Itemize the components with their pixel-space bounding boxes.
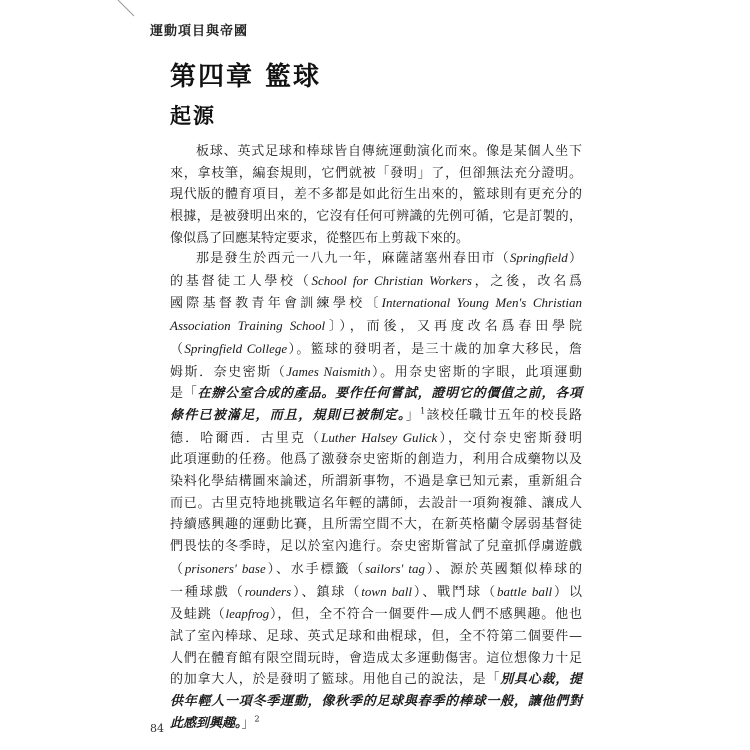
- chapter-title: 第四章 籃球: [170, 62, 322, 92]
- text-line: 來，拿枝筆，編套規則，它們就被「發明」了，但卻無法充分證明。: [170, 165, 582, 181]
- text-line: （prisoners' base）、水手標籤（sailors' tag）、源於英國類似棒球的: [170, 560, 582, 577]
- text-line: 板球、英式足球和棒球皆自傳統運動演化而來。像是某個人坐下: [196, 144, 582, 159]
- text-line: 一種球戲（rounders）、鎮球（town ball）、戰鬥球（battle ball）以: [170, 583, 582, 600]
- text-line: 此感到興趣。」$^2$: [170, 714, 260, 731]
- text-line: 染料化學結構圖來論述，所謂新事物，不過是拿已知元素，重新組合: [170, 474, 582, 490]
- text-line: 條件已被滿足，而且，規則已被制定。」$^1$該校任職廿五年的校長路: [170, 406, 582, 423]
- text-line: 而已。古里克特地挑戰這名年輕的講師，去設計一項夠複雜、讓成人: [170, 495, 582, 511]
- text-line: 姆斯．奈史密斯（James Naismith）。用奈史密斯的字眼，此項運動: [170, 363, 582, 380]
- section-title: 起源: [170, 103, 216, 128]
- text-line: 供年輕人一項冬季運動，像秋季的足球與春季的棒球一般，讓他們對: [170, 694, 582, 710]
- text-line: 及蛙跳（leapfrog），但，全不符合一個要件—成人們不感興趣。他也: [170, 606, 582, 623]
- text-line: 像似爲了回應某特定要求，從整匹布上剪裁下來的。: [170, 230, 470, 246]
- text-line: 的加拿大人，於是發明了籃球。用他自己的說法，是「別具心裁，提: [170, 672, 582, 688]
- corner-decoration-line: [0, 0, 150, 24]
- paragraph-2: [170, 247, 582, 734]
- text-line: 德．哈爾西．古里克（Luther Halsey Gulick），交付奈史密斯發明: [170, 429, 582, 446]
- footnote-marker: 2: [254, 714, 260, 724]
- text-line: 那是發生於西元一八九一年，麻薩諸塞州春田市（Springfield）: [196, 250, 582, 266]
- text-line: 的基督徒工人學校（School for Christian Workers，之後，改名爲: [170, 272, 582, 289]
- page-number: 84: [150, 722, 164, 735]
- text-line: 們畏怯的冬季時，足以於室內進行。奈史密斯嘗試了兒童抓俘虜遊戲: [170, 539, 582, 555]
- text-line: 持續感興趣的運動比賽，且所需空間不大，在新英格蘭令孱弱基督徒: [170, 517, 582, 533]
- text-line: 國際基督教青年會訓練學校〔International Young Men's Christian: [170, 295, 582, 312]
- text-line: （Springfield College）。籃球的發明者，是三十歲的加拿大移民，詹: [170, 340, 582, 357]
- text-line: 是「在辦公室合成的產品。要作任何嘗試，證明它的價值之前，各項: [170, 386, 582, 402]
- text-line: 現代版的體育項目，差不多都是如此衍生出來的，籃球則有更充分的: [170, 187, 582, 203]
- text-line: Association Training School〕），而後，又再度改名爲春田學院: [170, 318, 582, 335]
- text-line: 試了室內棒球、足球、英式足球和曲棍球，但，全不符第二個要件—: [170, 628, 582, 644]
- running-head: 運動項目與帝國: [150, 24, 249, 39]
- footnote-marker: 1: [420, 406, 426, 416]
- text-line: 此項運動的任務。他爲了激發奈史密斯的創造力，利用合成藥物以及: [170, 452, 582, 468]
- text-line: 人們在體育館有限空間玩時，會造成太多運動傷害。這位想像力十足: [170, 650, 582, 666]
- text-line: 根據，是被發明出來的，它沒有任何可辨識的先例可循，它是訂製的，: [170, 209, 582, 225]
- paragraph-1: [170, 141, 582, 250]
